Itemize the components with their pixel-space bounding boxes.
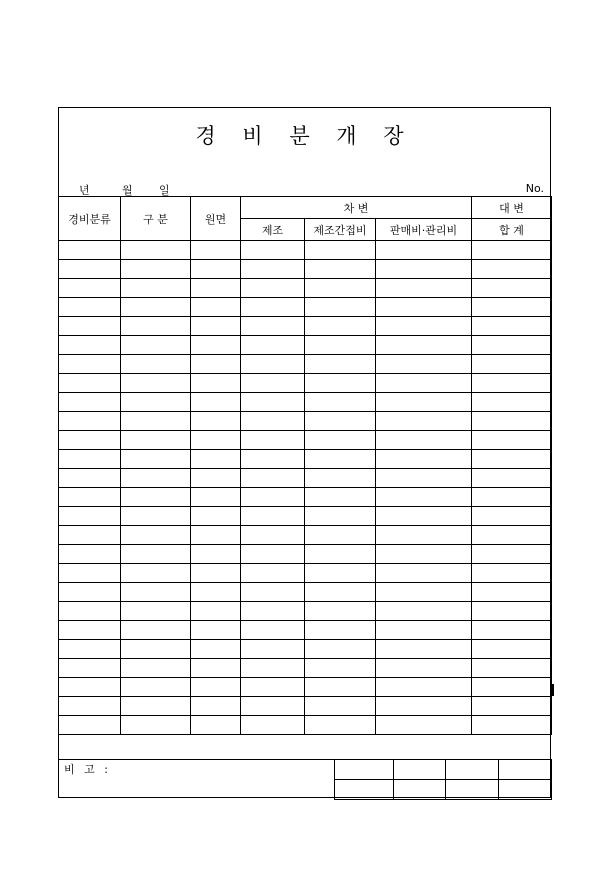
cell-category[interactable] (59, 545, 121, 564)
table-row (59, 697, 552, 716)
cell-page-ref[interactable] (191, 507, 241, 526)
cell-manufacturing[interactable] (241, 355, 305, 374)
cell-division[interactable] (121, 507, 191, 526)
cell-category[interactable] (59, 583, 121, 602)
approval-cell[interactable] (335, 780, 394, 800)
cell-page-ref[interactable] (191, 374, 241, 393)
cell-category[interactable] (59, 564, 121, 583)
cell-division[interactable] (121, 564, 191, 583)
cell-page-ref[interactable] (191, 583, 241, 602)
cell-category[interactable] (59, 697, 121, 716)
cell-total[interactable] (472, 355, 552, 374)
cell-sales-admin[interactable] (376, 431, 472, 450)
cell-mfg-overhead[interactable] (305, 507, 376, 526)
cell-sales-admin[interactable] (376, 526, 472, 545)
cell-category[interactable] (59, 488, 121, 507)
cell-mfg-overhead[interactable] (305, 621, 376, 640)
cell-total[interactable] (472, 469, 552, 488)
cell-mfg-overhead[interactable] (305, 241, 376, 260)
cell-manufacturing[interactable] (241, 678, 305, 697)
table-row (59, 431, 552, 450)
cell-division[interactable] (121, 716, 191, 735)
table-row (59, 374, 552, 393)
cell-total[interactable] (472, 659, 552, 678)
cell-category[interactable] (59, 640, 121, 659)
table-row (59, 469, 552, 488)
cell-manufacturing[interactable] (241, 336, 305, 355)
cell-page-ref[interactable] (191, 678, 241, 697)
cell-mfg-overhead[interactable] (305, 317, 376, 336)
cell-category[interactable] (59, 678, 121, 697)
cell-total[interactable] (472, 298, 552, 317)
header-sales-admin: 판매비·관리비 (376, 219, 472, 241)
cell-total[interactable] (472, 602, 552, 621)
table-row (59, 336, 552, 355)
cell-manufacturing[interactable] (241, 393, 305, 412)
cell-total[interactable] (472, 564, 552, 583)
table-row (59, 393, 552, 412)
cell-manufacturing[interactable] (241, 545, 305, 564)
cell-division[interactable] (121, 545, 191, 564)
cell-division[interactable] (121, 241, 191, 260)
cell-page-ref[interactable] (191, 564, 241, 583)
cell-division[interactable] (121, 697, 191, 716)
header-credit: 대 변 (472, 197, 552, 219)
cell-division[interactable] (121, 526, 191, 545)
cell-sales-admin[interactable] (376, 488, 472, 507)
cell-manufacturing[interactable] (241, 431, 305, 450)
cell-page-ref[interactable] (191, 602, 241, 621)
cell-sales-admin[interactable] (376, 374, 472, 393)
cell-mfg-overhead[interactable] (305, 336, 376, 355)
cell-division[interactable] (121, 469, 191, 488)
cell-mfg-overhead[interactable] (305, 412, 376, 431)
cell-division[interactable] (121, 431, 191, 450)
date-month-label: 월 (122, 184, 133, 197)
cell-total[interactable] (472, 697, 552, 716)
table-row (59, 621, 552, 640)
header-page-ref: 원면 (191, 197, 241, 241)
cell-page-ref[interactable] (191, 336, 241, 355)
cell-manufacturing[interactable] (241, 450, 305, 469)
cell-total[interactable] (472, 260, 552, 279)
cell-sales-admin[interactable] (376, 260, 472, 279)
cell-mfg-overhead[interactable] (305, 431, 376, 450)
cell-mfg-overhead[interactable] (305, 279, 376, 298)
cell-manufacturing[interactable] (241, 298, 305, 317)
cell-category[interactable] (59, 412, 121, 431)
table-row (59, 640, 552, 659)
header-division: 구 분 (121, 197, 191, 241)
cell-mfg-overhead[interactable] (305, 450, 376, 469)
cell-mfg-overhead[interactable] (305, 374, 376, 393)
cell-sales-admin[interactable] (376, 279, 472, 298)
table-row (59, 488, 552, 507)
journal-table (58, 196, 552, 735)
cell-manufacturing[interactable] (241, 488, 305, 507)
cell-manufacturing[interactable] (241, 374, 305, 393)
cell-manufacturing[interactable] (241, 469, 305, 488)
cell-total[interactable] (472, 621, 552, 640)
cell-sales-admin[interactable] (376, 412, 472, 431)
header-manufacturing: 제조 (241, 219, 305, 241)
cell-mfg-overhead[interactable] (305, 469, 376, 488)
cell-sales-admin[interactable] (376, 355, 472, 374)
footer-area (58, 759, 551, 799)
cell-manufacturing[interactable] (241, 564, 305, 583)
cell-total[interactable] (472, 488, 552, 507)
cell-total[interactable] (472, 412, 552, 431)
cell-category[interactable] (59, 526, 121, 545)
cell-mfg-overhead[interactable] (305, 564, 376, 583)
cell-sales-admin[interactable] (376, 507, 472, 526)
cell-sales-admin[interactable] (376, 659, 472, 678)
cell-sales-admin[interactable] (376, 583, 472, 602)
expense-journal-form (58, 107, 551, 798)
cell-manufacturing[interactable] (241, 507, 305, 526)
cell-category[interactable] (59, 507, 121, 526)
cell-total[interactable] (472, 374, 552, 393)
cell-page-ref[interactable] (191, 488, 241, 507)
table-row (59, 317, 552, 336)
table-row (59, 602, 552, 621)
cell-mfg-overhead[interactable] (305, 355, 376, 374)
table-row (59, 260, 552, 279)
cell-division[interactable] (121, 678, 191, 697)
cell-category[interactable] (59, 469, 121, 488)
cell-mfg-overhead[interactable] (305, 678, 376, 697)
approval-grid (334, 759, 552, 800)
cell-mfg-overhead[interactable] (305, 583, 376, 602)
cell-sales-admin[interactable] (376, 602, 472, 621)
cell-total[interactable] (472, 678, 552, 697)
cell-division[interactable] (121, 393, 191, 412)
cell-total[interactable] (472, 393, 552, 412)
cell-division[interactable] (121, 260, 191, 279)
cell-category[interactable] (59, 716, 121, 735)
cell-mfg-overhead[interactable] (305, 716, 376, 735)
cell-category[interactable] (59, 260, 121, 279)
approval-cell[interactable] (499, 780, 552, 800)
cell-category[interactable] (59, 450, 121, 469)
cell-division[interactable] (121, 450, 191, 469)
header-row-top (59, 197, 552, 219)
form-title: 경 비 분 개 장 (195, 124, 414, 148)
cell-manufacturing[interactable] (241, 621, 305, 640)
cell-page-ref[interactable] (191, 260, 241, 279)
cell-division[interactable] (121, 640, 191, 659)
cell-category[interactable] (59, 279, 121, 298)
cell-mfg-overhead[interactable] (305, 393, 376, 412)
cell-manufacturing[interactable] (241, 526, 305, 545)
cell-page-ref[interactable] (191, 697, 241, 716)
cell-total[interactable] (472, 279, 552, 298)
cell-category[interactable] (59, 393, 121, 412)
header-category: 경비분류 (59, 197, 121, 241)
cell-division[interactable] (121, 602, 191, 621)
cell-manufacturing[interactable] (241, 260, 305, 279)
table-row (59, 526, 552, 545)
cell-sales-admin[interactable] (376, 640, 472, 659)
table-row (59, 564, 552, 583)
cell-category[interactable] (59, 659, 121, 678)
remarks-label: 비 고 : (64, 763, 111, 776)
cell-total[interactable] (472, 545, 552, 564)
cell-sales-admin[interactable] (376, 317, 472, 336)
approval-cell[interactable] (499, 760, 552, 780)
cell-category[interactable] (59, 431, 121, 450)
cell-manufacturing[interactable] (241, 602, 305, 621)
table-row (59, 659, 552, 678)
table-row (59, 412, 552, 431)
cell-division[interactable] (121, 317, 191, 336)
cell-division[interactable] (121, 621, 191, 640)
cell-sales-admin[interactable] (376, 545, 472, 564)
cell-total[interactable] (472, 241, 552, 260)
cell-total[interactable] (472, 507, 552, 526)
cell-total[interactable] (472, 716, 552, 735)
cell-category[interactable] (59, 621, 121, 640)
table-row (59, 583, 552, 602)
cell-page-ref[interactable] (191, 716, 241, 735)
cell-mfg-overhead[interactable] (305, 488, 376, 507)
cell-mfg-overhead[interactable] (305, 602, 376, 621)
cell-manufacturing[interactable] (241, 640, 305, 659)
cell-total[interactable] (472, 640, 552, 659)
cell-category[interactable] (59, 355, 121, 374)
table-row (59, 298, 552, 317)
cell-page-ref[interactable] (191, 450, 241, 469)
cell-manufacturing[interactable] (241, 279, 305, 298)
remarks-box[interactable] (58, 759, 334, 799)
cell-total[interactable] (472, 583, 552, 602)
table-row (59, 678, 552, 697)
cell-total[interactable] (472, 317, 552, 336)
table-row (59, 450, 552, 469)
cell-manufacturing[interactable] (241, 659, 305, 678)
cell-total[interactable] (472, 336, 552, 355)
cell-division[interactable] (121, 279, 191, 298)
cell-manufacturing[interactable] (241, 241, 305, 260)
cell-mfg-overhead[interactable] (305, 545, 376, 564)
approval-cell[interactable] (394, 780, 446, 800)
table-row (59, 279, 552, 298)
cell-sales-admin[interactable] (376, 697, 472, 716)
cell-page-ref[interactable] (191, 412, 241, 431)
table-row (59, 507, 552, 526)
cell-manufacturing[interactable] (241, 317, 305, 336)
cell-page-ref[interactable] (191, 545, 241, 564)
cell-page-ref[interactable] (191, 279, 241, 298)
cell-division[interactable] (121, 355, 191, 374)
approval-cell[interactable] (394, 760, 446, 780)
cell-sales-admin[interactable] (376, 621, 472, 640)
cell-sales-admin[interactable] (376, 469, 472, 488)
cell-division[interactable] (121, 374, 191, 393)
cell-page-ref[interactable] (191, 640, 241, 659)
approval-cell[interactable] (446, 780, 499, 800)
cell-division[interactable] (121, 488, 191, 507)
cell-division[interactable] (121, 336, 191, 355)
cell-sales-admin[interactable] (376, 564, 472, 583)
approval-cell[interactable] (335, 760, 394, 780)
cell-sales-admin[interactable] (376, 450, 472, 469)
cell-sales-admin[interactable] (376, 336, 472, 355)
table-row (59, 241, 552, 260)
cell-sales-admin[interactable] (376, 298, 472, 317)
number-label: No. (525, 182, 544, 195)
cell-mfg-overhead[interactable] (305, 659, 376, 678)
cell-mfg-overhead[interactable] (305, 260, 376, 279)
table-row (59, 716, 552, 735)
edge-mark (552, 684, 554, 696)
cell-page-ref[interactable] (191, 298, 241, 317)
cell-sales-admin[interactable] (376, 678, 472, 697)
cell-category[interactable] (59, 374, 121, 393)
cell-mfg-overhead[interactable] (305, 298, 376, 317)
cell-division[interactable] (121, 659, 191, 678)
cell-sales-admin[interactable] (376, 241, 472, 260)
cell-category[interactable] (59, 241, 121, 260)
cell-manufacturing[interactable] (241, 412, 305, 431)
cell-mfg-overhead[interactable] (305, 697, 376, 716)
cell-page-ref[interactable] (191, 526, 241, 545)
cell-page-ref[interactable] (191, 241, 241, 260)
cell-page-ref[interactable] (191, 621, 241, 640)
cell-manufacturing[interactable] (241, 716, 305, 735)
cell-page-ref[interactable] (191, 659, 241, 678)
cell-category[interactable] (59, 298, 121, 317)
approval-cell[interactable] (446, 760, 499, 780)
header-total: 합 계 (472, 219, 552, 241)
header-debit: 차 변 (241, 197, 472, 219)
cell-category[interactable] (59, 602, 121, 621)
cell-sales-admin[interactable] (376, 393, 472, 412)
cell-total[interactable] (472, 526, 552, 545)
cell-page-ref[interactable] (191, 393, 241, 412)
cell-sales-admin[interactable] (376, 716, 472, 735)
header-mfg-overhead: 제조간접비 (305, 219, 376, 241)
table-row (59, 545, 552, 564)
cell-division[interactable] (121, 298, 191, 317)
cell-page-ref[interactable] (191, 469, 241, 488)
cell-category[interactable] (59, 336, 121, 355)
cell-page-ref[interactable] (191, 355, 241, 374)
cell-page-ref[interactable] (191, 431, 241, 450)
table-row (59, 355, 552, 374)
cell-mfg-overhead[interactable] (305, 526, 376, 545)
cell-manufacturing[interactable] (241, 583, 305, 602)
cell-mfg-overhead[interactable] (305, 640, 376, 659)
cell-division[interactable] (121, 412, 191, 431)
cell-total[interactable] (472, 450, 552, 469)
cell-total[interactable] (472, 431, 552, 450)
date-year-label: 년 (79, 184, 90, 197)
cell-page-ref[interactable] (191, 317, 241, 336)
cell-division[interactable] (121, 583, 191, 602)
date-day-label: 일 (159, 184, 170, 197)
cell-manufacturing[interactable] (241, 697, 305, 716)
cell-category[interactable] (59, 317, 121, 336)
